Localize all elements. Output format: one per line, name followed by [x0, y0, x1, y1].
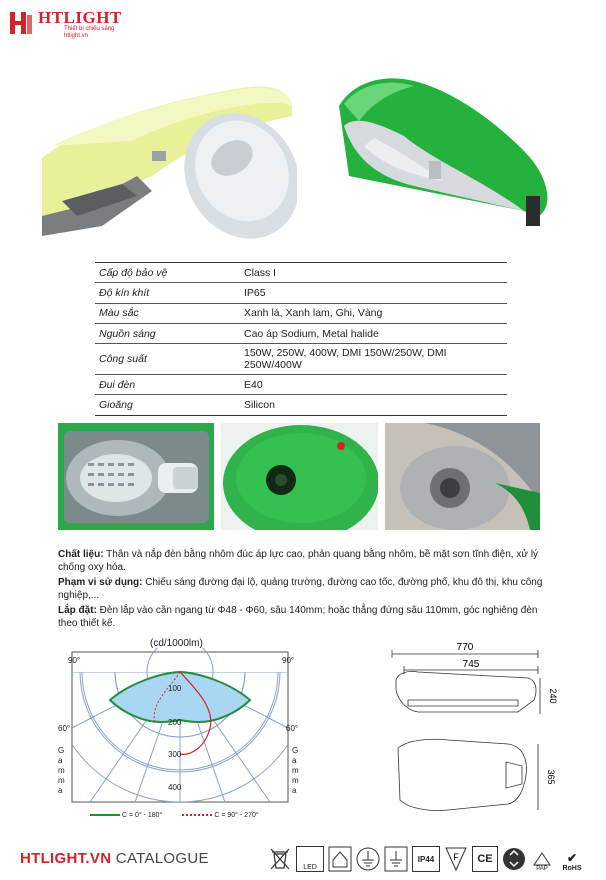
spec-key: Công suất	[95, 344, 240, 375]
htlight-logo-mark-icon	[8, 10, 34, 36]
recycle-bin-icon	[268, 846, 292, 872]
spec-key: Đui đèn	[95, 375, 240, 395]
product-photo-yellow	[42, 66, 297, 244]
desc-label: Chất liệu:	[58, 549, 104, 560]
spec-value: IP65	[240, 283, 507, 303]
class-i-icon	[384, 846, 408, 872]
legend-swatch	[90, 814, 120, 816]
table-row	[95, 303, 507, 323]
logo-tagline	[64, 26, 114, 40]
dimension-drawing	[388, 640, 558, 830]
detail-photo-lamp-closeup	[385, 423, 540, 530]
ip44-icon	[412, 846, 440, 872]
ip-text: IP44	[417, 854, 435, 864]
desc-text: Thân và nắp đèn bằng nhôm đúc áp lực cao, phản quang bằng nhôm, bề mặt sơn tĩnh điện, xử lý chống oxy hóa.	[58, 549, 539, 573]
ce-icon	[472, 846, 498, 872]
angle-label: 90°	[282, 656, 295, 665]
ce-text: CE	[477, 853, 493, 865]
triangle-icon	[533, 852, 551, 866]
table-row	[95, 263, 507, 283]
ring-label: 400	[168, 783, 182, 792]
table-row	[95, 395, 507, 415]
rohs-text: RoHS	[562, 865, 582, 872]
desc-material	[58, 548, 558, 574]
led-text: LED	[303, 864, 317, 871]
spec-value: 150W, 250W, 400W, DMI 150W/250W, DMI 250W/400W	[240, 344, 507, 375]
recycle-icon	[502, 846, 526, 872]
legend-item	[182, 812, 258, 819]
led-icon	[296, 846, 324, 872]
dim-inner: 745	[462, 659, 480, 670]
ring-label: 100	[168, 684, 182, 693]
angle-label: 60°	[286, 724, 299, 733]
table-row	[95, 375, 507, 395]
spec-value: Class I	[240, 263, 507, 283]
polar-grid	[50, 648, 310, 824]
desc-text: Chiếu sáng đường đại lộ, quảng trường, đường cao tốc, đường phố, khu đô thị, khu công nghiệp,...	[58, 577, 543, 601]
polar-legend	[90, 812, 259, 819]
dim-width: 365	[546, 769, 556, 785]
spec-key: Gioăng	[95, 395, 240, 415]
legend-label: C = 90° - 270°	[214, 812, 259, 819]
logo-text: HTLIGHT	[38, 8, 122, 27]
tagline-text: Thiết bị chiếu sáng	[64, 26, 115, 32]
table-row	[95, 344, 507, 375]
spec-key: Cấp độ bảo vệ	[95, 263, 240, 283]
angle-label: 60°	[58, 724, 71, 733]
cert-icons	[268, 842, 598, 876]
footer-brand	[20, 850, 209, 867]
footer-brand-red: HTLIGHT.VN	[20, 850, 112, 867]
detail-photo-reflector	[58, 423, 214, 530]
ring-label: 300	[168, 750, 182, 759]
desc-text: Đèn lắp vào cần ngang từ Φ48 - Φ60, sâu 140mm; hoặc thẳng đứng sâu 110mm, góc nghiêng đèn theo thiết kế.	[58, 605, 538, 629]
table-row	[95, 283, 507, 303]
angle-label: 90°	[68, 656, 81, 665]
desc-label: Phạm vi sử dụng:	[58, 577, 143, 588]
dim-overall: 770	[456, 642, 474, 653]
legend-swatch	[182, 814, 212, 816]
spec-key: Độ kín khít	[95, 283, 240, 303]
f-icon	[444, 846, 468, 872]
spec-value: Silicon	[240, 395, 507, 415]
check-icon: ✔	[566, 851, 578, 865]
site-text: htlight.vn	[64, 33, 89, 39]
polar-unit: (cd/1000lm)	[150, 638, 203, 649]
brand-logo	[8, 6, 138, 42]
desc-usage	[58, 576, 558, 602]
product-photo-green	[334, 66, 566, 244]
spec-key: Nguồn sáng	[95, 323, 240, 343]
rohs-icon	[558, 846, 586, 872]
legend-item	[90, 812, 162, 819]
pap-text: PAP	[536, 866, 548, 872]
desc-label: Lắp đặt:	[58, 605, 97, 616]
ring-label: 200	[168, 718, 182, 727]
footer-brand-grey: CATALOGUE	[111, 850, 209, 867]
spec-value: Cao áp Sodium, Metal halide	[240, 323, 507, 343]
spec-value: Xanh lá, Xanh lam, Ghi, Vàng	[240, 303, 507, 323]
desc-install	[58, 604, 558, 630]
pap-icon	[530, 846, 554, 872]
spec-key: Màu sắc	[95, 303, 240, 323]
spec-table	[95, 262, 507, 416]
gamma-label-left: Gamma	[58, 746, 65, 795]
spec-value: E40	[240, 375, 507, 395]
house-icon	[328, 846, 352, 872]
legend-label: C = 0° - 180°	[121, 812, 163, 819]
f-text: F	[453, 852, 459, 862]
table-row	[95, 323, 507, 343]
ground-icon	[356, 846, 380, 872]
gamma-label-right: Gamma	[292, 746, 299, 795]
polar-diagram	[50, 638, 310, 824]
detail-photo-green-body	[221, 423, 378, 530]
dim-height: 240	[548, 688, 558, 704]
